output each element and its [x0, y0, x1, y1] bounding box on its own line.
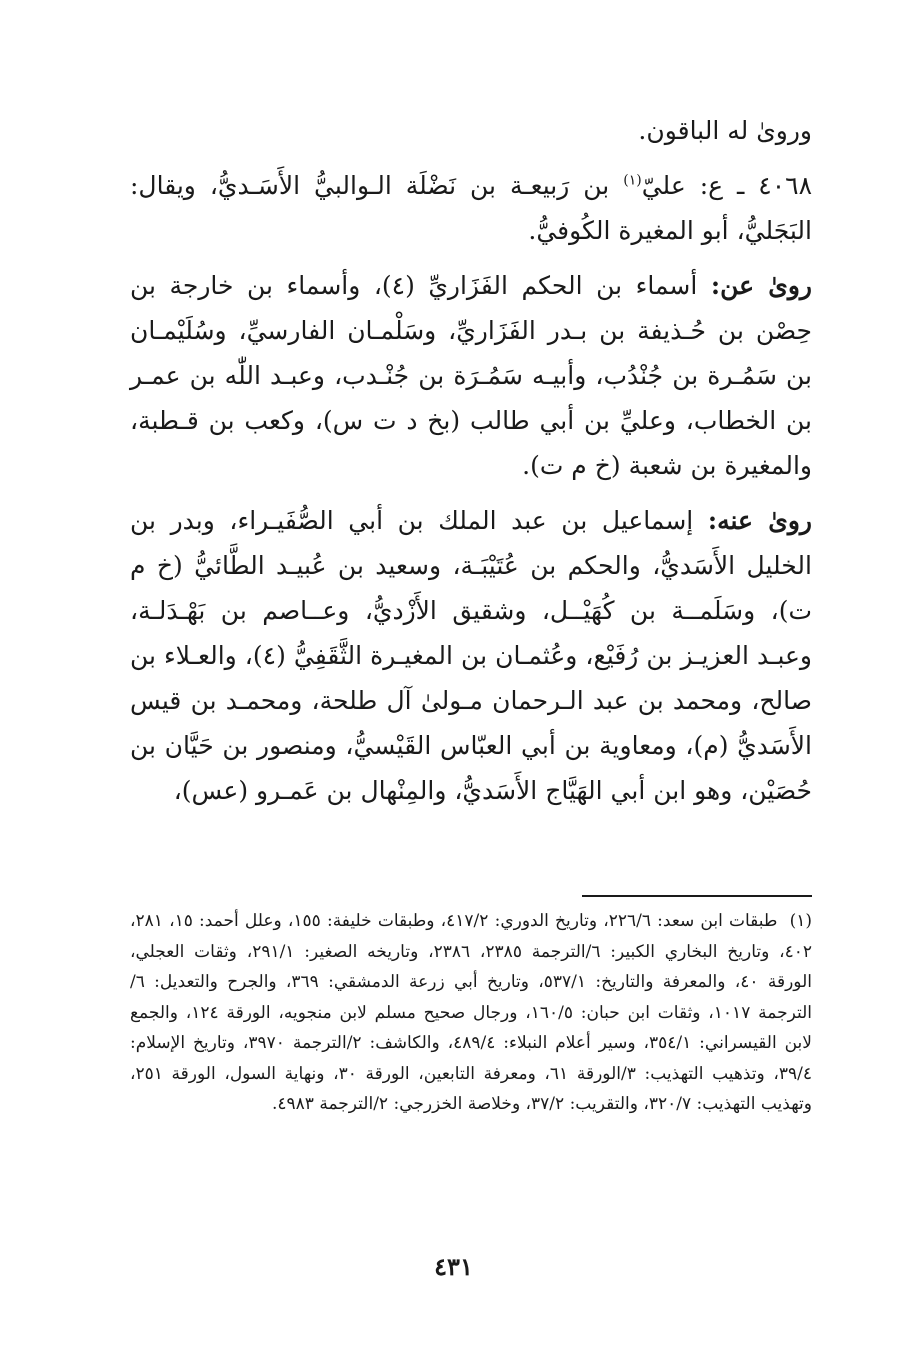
entry-heading-paragraph — [130, 163, 812, 253]
footnote-text: طبقات ابن سعد: ٢٢٦/٦، وتاريخ الدوري: ٤١٧/٢، وطبقات خليفة: ١٥٥، وعلل أحمد: ١٥، ٢٨١، ٤٠٢، وتاريخ البخاري الكبير: ٦/الترجمة ٢٣٨٥، ٢٣٨٦، وتاريخه الصغير: ٢٩١/١، وثقات العجلي، الورقة ٤٠، والمعرفة والتاريخ: ٥٣٧/١، وتاريخ أبي زرعة الدمشقي: ٣٦٩، والجرح والتعديل: ٦/الترجمة ١٠١٧، وثقات ابن حبان: ١٦٠/٥، ورجال صحيح مسلم لابن منجويه، الورقة ١٢٤، والجمع لابن القيسراني: ٣٥٤/١، وسير أعلام النبلاء: ٤٨٩/٤، والكاشف: ٢/الترجمة ٣٩٧٠، وتاريخ الإسلام: ٣٩/٤، وتذهيب التهذيب: ٣/الورقة ٦١، ومعرفة التابعين، الورقة ٣٠، ونهاية السول، الورقة ٢٥١، وتهذيب التهذيب: ٣٢٠/٧، والتقريب: ٣٧/٢، وخلاصة الخزرجي: ٢/الترجمة ٤٩٨٣. — [130, 911, 813, 1114]
footnote-marker: (١) — [789, 911, 813, 931]
entry-name-rest: بن رَبيعـة بن نَضْلَة الـوالبيُّ الأَسَـديُّ، ويقال: البَجَليُّ، أبو المغيرة الكُوفيُّ. — [130, 171, 812, 245]
footnote-block — [130, 906, 812, 1120]
entry-code: ـ ع: — [699, 171, 745, 200]
paragraph-text: وروىٰ له الباقون. — [638, 116, 812, 145]
narrated-from-text: أسماء بن الحكم الفَزَاريِّ (٤)، وأسماء بن خارجة بن حِصْن بن حُـذيفة بن بـدر الفَزَاريِّ، وسَلْمـان الفارسيِّ، وسُلَيْمـان بن سَمُـرة بن جُنْدُب، وأبيـه سَمُـرَة بن جُنْـدب، وعبـد اللّٰه بن عمـر بن الخطاب، وعليِّ بن أبي طالب (بخ د ت س)، وكعب بن قـطبة، والمغيرة بن شعبة (خ م ت). — [130, 271, 812, 480]
footnote-divider — [582, 895, 812, 897]
narrated-by-label: روىٰ عنه: — [707, 506, 812, 535]
entry-name-start: عليّ — [641, 171, 686, 200]
narrated-from-paragraph — [130, 263, 812, 488]
paragraph-previous-entry-end — [130, 108, 812, 153]
narrated-by-text: إسماعيل بن عبد الملك بن أبي الصُّفَيـراء، وبدر بن الخليل الأَسَديُّ، والحكم بن عُتَيْبَـة، وسعيد بن عُبيـد الطَّائيُّ (خ م ت)، وسَلَمــة بن كُهَيْــل، وشقيق الأَزْديُّ، وعــاصم بن بَهْـدَلـة، وعبـد العزيـز بن رُفَيْع، وعُثمـان بن المغيـرة الثَّقَفِيُّ (٤)، والعـلاء بن صالح، ومحمد بن عبد الـرحمان مـولىٰ آل طلحة، ومحمـد بن قيس الأَسَديُّ (م)، ومعاوية بن أبي العبّاس القَيْسيُّ، ومنصور بن حَيَّان بن حُصَيْن، وهو ابن أبي الهَيَّاج الأَسَديُّ، والمِنْهال بن عَمـرو (عس)، — [130, 506, 812, 805]
page-number: ٤٣١ — [434, 1252, 473, 1281]
footnote-reference[interactable]: (١) — [623, 172, 642, 189]
entry-number: ٤٠٦٨ — [758, 171, 813, 200]
narrated-from-label: روىٰ عن: — [710, 271, 813, 300]
narrated-by-paragraph — [130, 498, 812, 813]
main-text — [130, 108, 812, 823]
